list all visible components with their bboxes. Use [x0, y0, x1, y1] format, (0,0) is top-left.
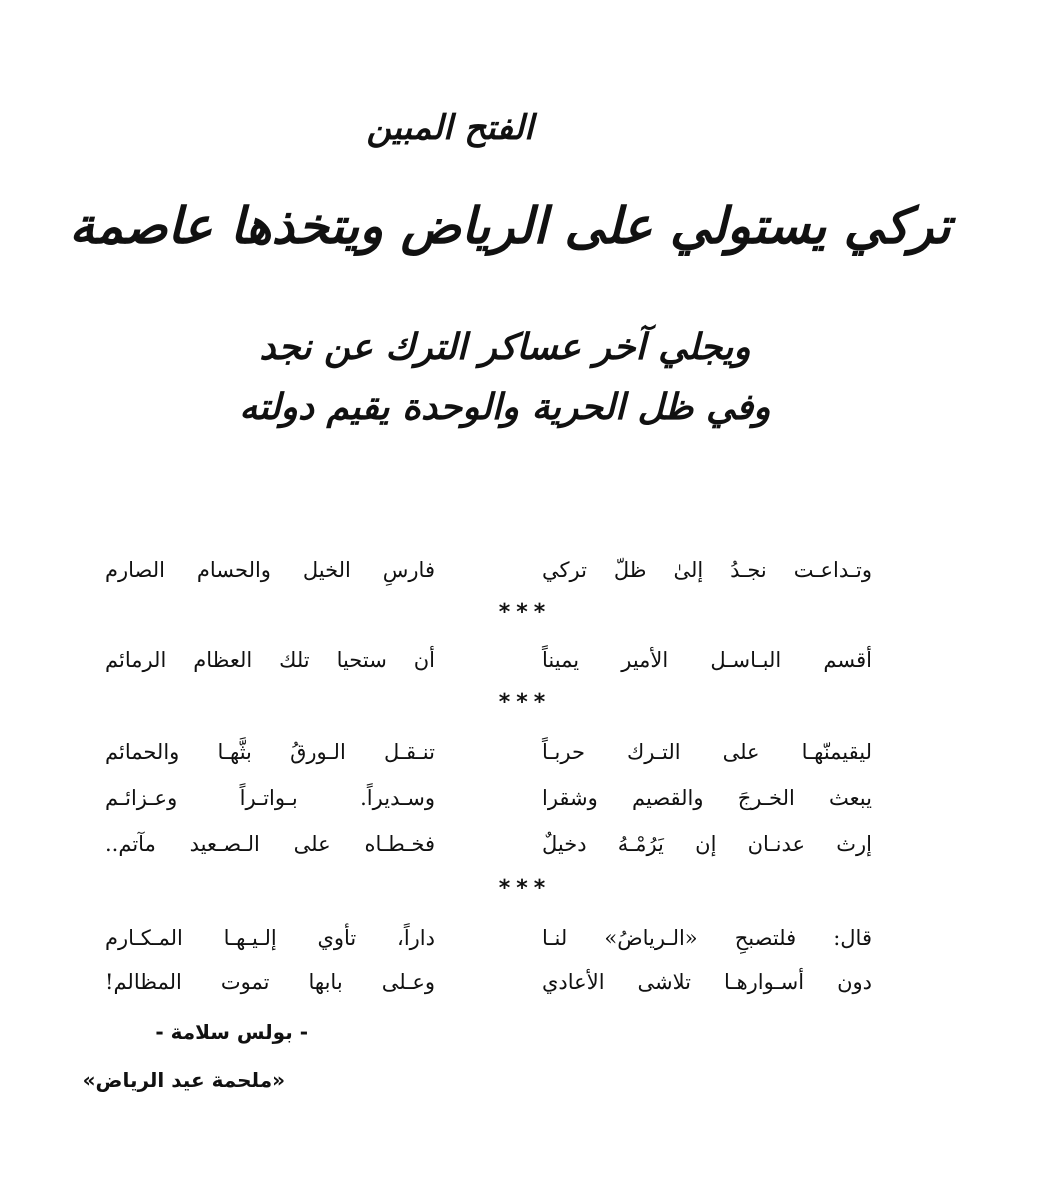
stanza-separator: ***	[498, 690, 552, 715]
verse-second-hemistich: وعـلى بابها تموت المظالم!	[105, 970, 435, 994]
verse-first-hemistich: إرث عدنـان إن يَرُمْـهُ دخيلٌ	[542, 832, 872, 856]
poem-verse	[0, 786, 1050, 830]
verse-second-hemistich: أن ستحيا تلك العظام الرمائم	[105, 648, 435, 672]
subheading-1: ويجلي آخر عساكر الترك عن نجد	[259, 326, 751, 368]
verse-first-hemistich: وتـداعـت نجـدُ إلىٰ ظلّ تركي	[542, 558, 872, 582]
poet-name: - بولس سلامة -	[155, 1020, 308, 1044]
verse-first-hemistich: دون أسـوارهـا تلاشى الأعادي	[542, 970, 872, 994]
poem-verse	[0, 558, 1050, 602]
verse-second-hemistich: تنـقـل الـورقُ بثَّهـا والحمائم	[105, 740, 435, 764]
verse-second-hemistich: فخـطـاه على الـصـعيد مآتم..	[105, 832, 435, 856]
poem-verse	[0, 832, 1050, 876]
poem-source: «ملحمة عيد الرياض»	[82, 1068, 285, 1092]
stanza-separator: ***	[498, 876, 552, 901]
subheading-2: وفي ظل الحرية والوحدة يقيم دولته	[239, 386, 771, 428]
verse-first-hemistich: يبعث الخـرجَ والقصيم وشقرا	[542, 786, 872, 810]
kicker-title: الفتح المبين	[366, 108, 534, 148]
poem-verse	[0, 926, 1050, 970]
verse-second-hemistich: وسـديراً. بـواتـراً وعـزائـم	[105, 786, 435, 810]
poem-verse	[0, 740, 1050, 784]
poem-verse	[0, 970, 1050, 1014]
verse-first-hemistich: ليقيمنّهـا على التـرك حربـاً	[542, 740, 872, 764]
poem-verse	[0, 648, 1050, 692]
main-headline: تركي يستولي على الرياض ويتخذها عاصمة	[69, 196, 951, 255]
verse-second-hemistich: داراً، تأوي إلـيـهـا المـكـارم	[105, 926, 435, 950]
verse-first-hemistich: قال: فلتصبحِ «الـرياضُ» لنـا	[542, 926, 872, 950]
verse-second-hemistich: فارسِ الخيل والحسام الصارم	[105, 558, 435, 582]
stanza-separator: ***	[498, 600, 552, 625]
verse-first-hemistich: أقسم البـاسـل الأمير يميناً	[542, 648, 872, 672]
